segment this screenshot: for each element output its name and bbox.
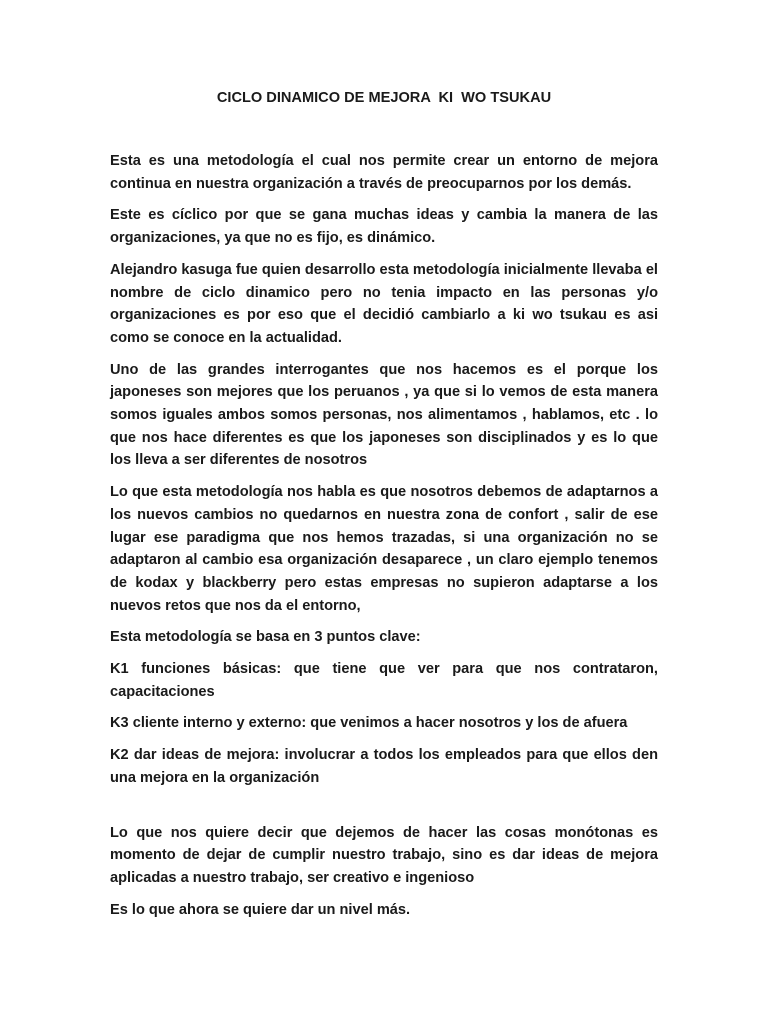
paragraph-key-points-intro: Esta metodología se basa en 3 puntos clave:	[110, 629, 421, 646]
paragraph-intro: Esta es una metodología el cual nos permite crear un entorno de mejora continua en nuestra organización a través de preocuparnos por los demás.	[110, 153, 658, 192]
paragraph-origin: Alejandro kasuga fue quien desarrollo esta metodología inicialmente llevaba el nombre de ciclo dinamico pero no tenia impacto en las personas y/o organizaciones es por eso que el decidió cambiarlo a ki wo tsukau es asi como se conoce en la actualidad.	[110, 261, 658, 346]
paragraph-k1: K1 funciones básicas: que tiene que ver para que nos contrataron, capacitaciones	[110, 661, 658, 700]
paragraph-conclusion: Lo que nos quiere decir que dejemos de hacer las cosas monótonas es momento de dejar de cumplir nuestro trabajo, sino es dar ideas de mejora aplicadas a nuestro trabajo, ser creativo e ingenioso	[110, 824, 658, 886]
paragraph-japanese: Uno de las grandes interrogantes que nos hacemos es el porque los japoneses son mejores que los peruanos , ya que si lo vemos de esta manera somos iguales ambos somos personas, nos alimentamos , hablamos, etc . lo que nos hace diferentes es que los japoneses son disciplinados y es lo que los lleva a ser diferentes de nosotros	[110, 361, 658, 469]
paragraph-k2: K2 dar ideas de mejora: involucrar a todos los empleados para que ellos den una mejora en la organización	[110, 747, 658, 786]
paragraph-cyclic: Este es cíclico por que se gana muchas ideas y cambia la manera de las organizaciones, ya que no es fijo, es dinámico.	[110, 207, 658, 247]
document-title: CICLO DINAMICO DE MEJORA KI WO TSUKAU	[216, 90, 552, 106]
paragraph-final: Es lo que ahora se quiere dar un nivel más.	[110, 901, 411, 918]
document-body	[110, 87, 658, 930]
paragraph-adaptation: Lo que esta metodología nos habla es que nosotros debemos de adaptarnos a los nuevos cambios no quedarnos en nuestra zona de confort , salir de ese lugar ese paradigma que nos hemos trazadas, si una organización no se adaptaron al cambio esa organización desaparece , un claro ejemplo tenemos de kodax y blackberry pero estas empresas no supieron adaptarse a los nuevos retos que nos da el entorno,	[110, 484, 658, 614]
paragraph-k3: K3 cliente interno y externo: que venimos a hacer nosotros y los de afuera	[110, 715, 628, 732]
